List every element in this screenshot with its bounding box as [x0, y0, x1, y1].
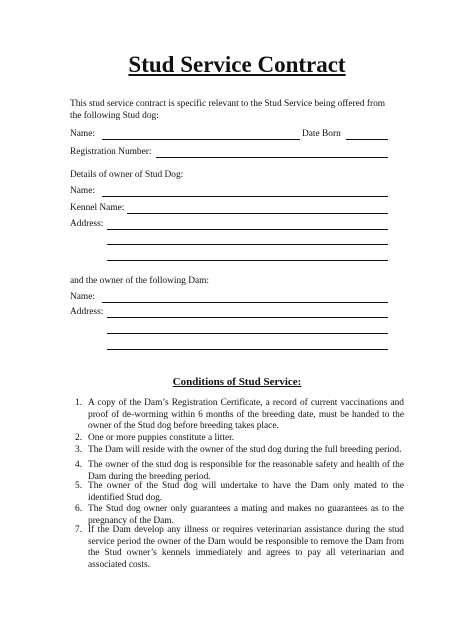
condition-item: [75, 460, 404, 483]
kennel-name-field[interactable]: [127, 213, 388, 214]
condition-number: 4.: [75, 460, 83, 470]
stud-owner-heading: Details of owner of Stud Dog:: [70, 170, 184, 180]
stud-owner-name-label: Name:: [70, 186, 95, 196]
condition-number: 2.: [75, 433, 83, 443]
stud-owner-address-line-1[interactable]: [107, 229, 388, 230]
condition-text: The owner of the Stud dog will undertake to have the Dam only mated to the identified Stud dog.: [88, 481, 404, 503]
condition-text: The owner of the stud dog is responsible for the reasonable safety and health of the Dam during the breeding period.: [88, 460, 404, 482]
date-born-field[interactable]: [346, 139, 388, 140]
registration-label: Registration Number:: [70, 147, 152, 157]
condition-item: [75, 433, 404, 445]
dam-owner-address-line-3[interactable]: [107, 349, 388, 350]
stud-owner-address-label: Address:: [70, 219, 104, 229]
condition-number: 5.: [75, 481, 83, 491]
stud-name-field[interactable]: [102, 139, 300, 140]
conditions-title: Conditions of Stud Service:: [172, 376, 302, 388]
dam-owner-address-line-1[interactable]: [107, 317, 388, 318]
condition-item: [75, 525, 404, 571]
registration-field[interactable]: [156, 157, 388, 158]
dam-owner-address-label: Address:: [70, 307, 104, 317]
dam-owner-name-field[interactable]: [102, 302, 388, 303]
condition-item: [75, 481, 404, 504]
dam-owner-name-label: Name:: [70, 292, 95, 302]
condition-number: 6.: [75, 504, 83, 514]
stud-owner-address-line-2[interactable]: [107, 244, 388, 245]
dam-owner-address-line-2[interactable]: [107, 333, 388, 334]
intro-line-2: the following Stud dog:: [70, 111, 159, 121]
condition-number: 7.: [75, 525, 83, 535]
kennel-name-label: Kennel Name:: [70, 203, 125, 213]
condition-text: The Dam will reside with the owner of the stud dog during the full breeding period.: [88, 445, 402, 455]
condition-number: 1.: [75, 398, 83, 408]
condition-item: [75, 504, 404, 527]
condition-text: The Stud dog owner only guarantees a mating and makes no guarantees as to the pregnancy of the Dam.: [88, 504, 404, 526]
condition-item: [75, 445, 404, 457]
stud-name-label: Name:: [70, 129, 95, 139]
intro-line-1: This stud service contract is specific relevant to the Stud Service being offered from: [70, 99, 386, 109]
page-title: Stud Service Contract: [128, 52, 346, 77]
condition-text: If the Dam develop any illness or requires veterinarian assistance during the stud service period the owner of the Dam would be responsible to remove the Dam from the Stud owner’s kennels immediately and agrees to pay all veterinarian and associated costs.: [88, 525, 404, 570]
date-born-label: Date Born: [302, 129, 341, 139]
condition-text: A copy of the Dam’s Registration Certificate, a record of current vaccinations and proof of de-worming within 6 months of the breeding date, must be handed to the owner of the Stud dog before breeding takes place.: [88, 398, 404, 432]
dam-owner-heading: and the owner of the following Dam:: [70, 276, 210, 286]
stud-owner-address-line-3[interactable]: [107, 260, 388, 261]
condition-number: 3.: [75, 445, 83, 455]
stud-owner-name-field[interactable]: [102, 196, 388, 197]
condition-item: [75, 398, 404, 433]
condition-text: One or more puppies constitute a litter.: [88, 433, 235, 443]
